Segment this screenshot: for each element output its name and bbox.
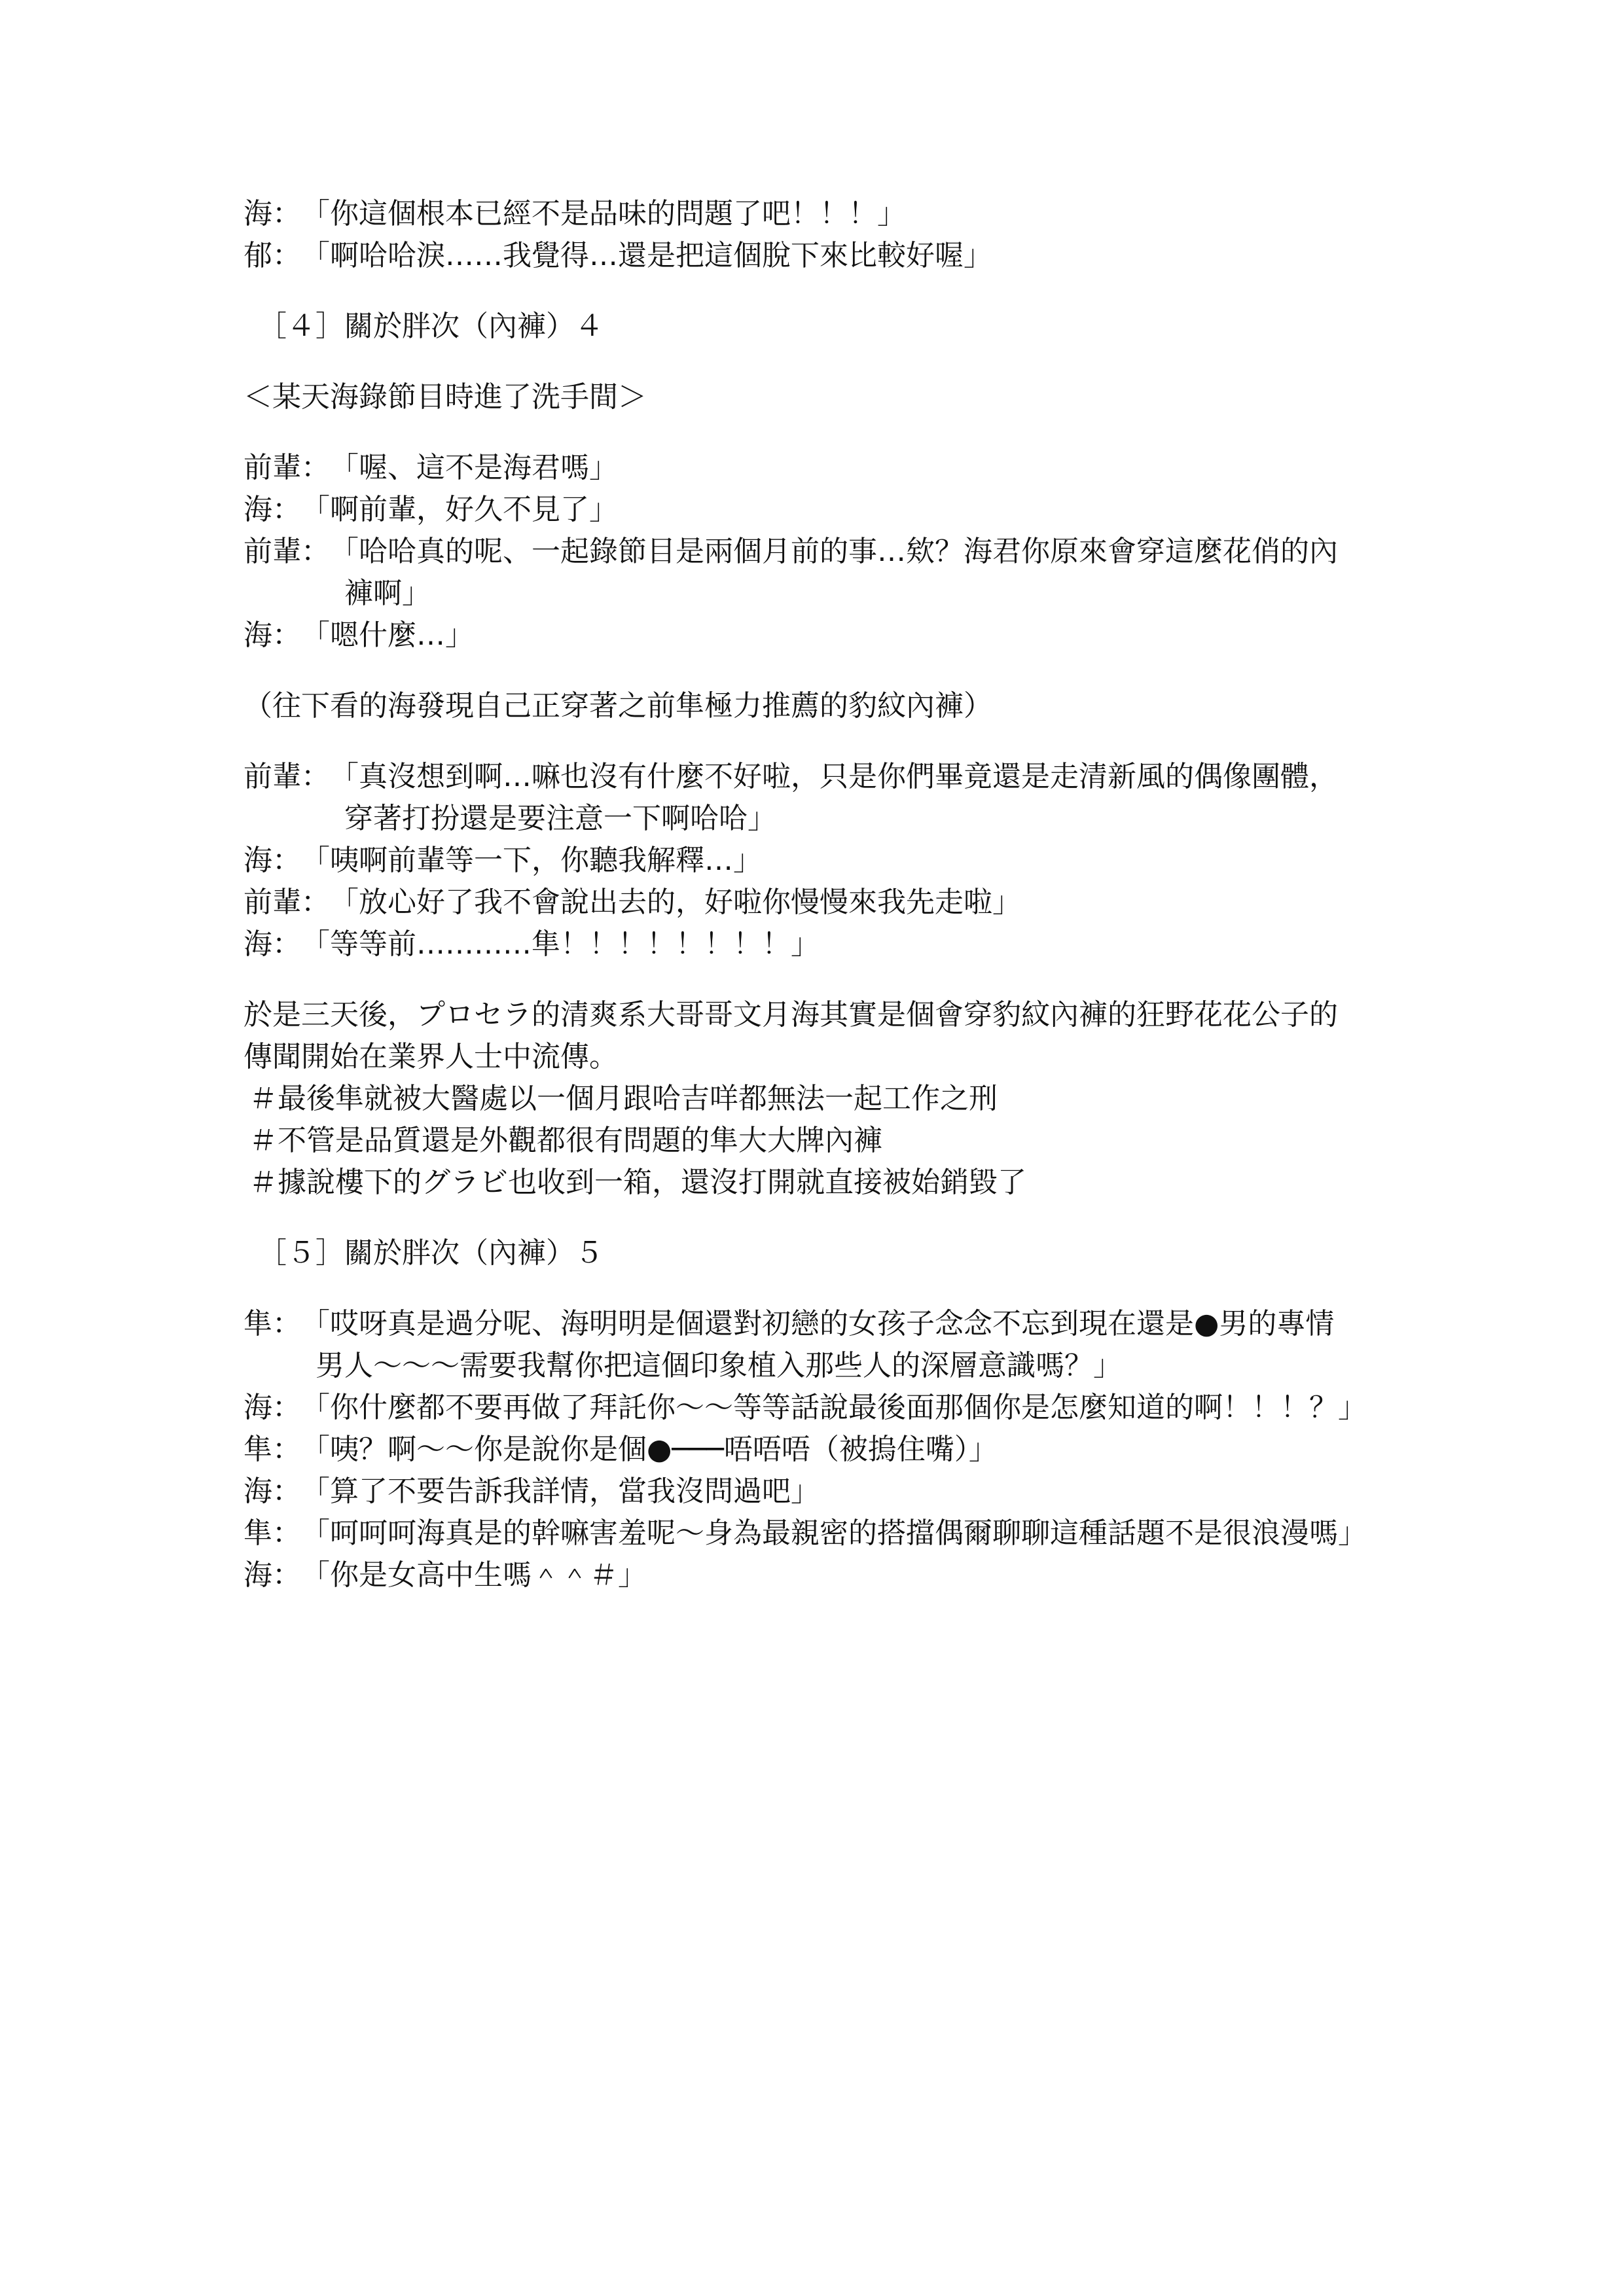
speech-text: 「咦？啊～～你是說你是個●───唔唔唔（被摀住嘴）」	[301, 1433, 998, 1466]
spacer	[244, 348, 1396, 376]
speech-text: 「啊哈哈淚……我覺得…還是把這個脫下來比較好喔」	[301, 239, 992, 272]
speaker-name: 海：	[244, 927, 301, 961]
conclusion-paragraph-line: 傳聞開始在業界人士中流傳。	[244, 1040, 618, 1073]
spacer	[244, 965, 1396, 994]
dialog-line	[244, 615, 1396, 656]
speaker-name: 隼：	[244, 1516, 301, 1550]
speaker-name: 海：	[244, 1475, 301, 1508]
dialog-line	[244, 531, 1396, 615]
speech-block	[330, 531, 1338, 615]
speech-text: 「呵呵呵海真是的幹嘛害羞呢～身為最親密的搭擋偶爾聊聊這種話題不是很浪漫嗎」	[301, 1516, 1367, 1550]
speaker-name: 郁：	[244, 239, 301, 272]
speech-text: 「啊前輩，好久不見了」	[301, 493, 618, 526]
dialog-line	[244, 924, 1396, 965]
section-heading-4: ［４］關於胖次（內褲）４	[258, 310, 604, 343]
dialog-line	[244, 489, 1396, 531]
speech-block	[330, 756, 1338, 840]
speaker-name: 海：	[244, 1391, 301, 1424]
speech-text: 「真沒想到啊…嘛也沒有什麼不好啦，只是你們畢竟還是走清新風的偶像團體，	[330, 760, 1338, 793]
speaker-name: 前輩：	[244, 451, 330, 484]
speech-continuation: 男人～～～需要我幫你把這個印象植入那些人的深層意識嗎？」	[316, 1349, 1122, 1382]
document-page	[244, 193, 1396, 1596]
hashtag-line: ＃據說樓下的グラビ也收到一箱，還沒打開就直接被始銷毀了	[249, 1166, 1026, 1199]
spacer	[244, 1274, 1396, 1303]
dialog-line	[244, 756, 1396, 840]
section-heading-5: ［５］關於胖次（內褲）５	[258, 1236, 604, 1270]
speaker-name: 海：	[244, 844, 301, 877]
aside-note: （往下看的海發現自己正穿著之前隼極力推薦的豹紋內褲）	[244, 689, 992, 723]
speech-continuation: 穿著打扮還是要注意一下啊哈哈」	[344, 802, 776, 835]
speaker-name: 前輩：	[244, 760, 330, 793]
speech-text: 「嗯什麼…」	[301, 619, 474, 652]
spacer	[244, 727, 1396, 756]
dialog-line	[244, 1387, 1396, 1429]
speaker-name: 海：	[244, 493, 301, 526]
speech-text: 「等等前…………隼！！！！！！！！」	[301, 927, 820, 961]
speech-text: 「你什麼都不要再做了拜託你～～等等話說最後面那個你是怎麼知道的啊！！！？」	[301, 1391, 1367, 1424]
speaker-name: 隼：	[244, 1433, 301, 1466]
spacer	[244, 277, 1396, 306]
speech-text: 「算了不要告訴我詳情，當我沒問過吧」	[301, 1475, 820, 1508]
speech-block	[301, 1303, 1334, 1387]
spacer	[244, 656, 1396, 685]
dialog-line	[244, 1554, 1396, 1596]
spacer	[244, 418, 1396, 447]
dialog-line	[244, 1303, 1396, 1387]
speech-continuation: 褲啊」	[344, 577, 431, 610]
spacer	[244, 1204, 1396, 1232]
speech-text: 「放心好了我不會說出去的，好啦你慢慢來我先走啦」	[330, 886, 1021, 919]
dialog-line	[244, 882, 1396, 924]
dialog-line	[244, 235, 1396, 277]
speaker-name: 海：	[244, 1558, 301, 1592]
speaker-name: 前輩：	[244, 886, 330, 919]
speech-text: 「你這個根本已經不是品味的問題了吧！！！」	[301, 197, 906, 230]
conclusion-paragraph-line: 於是三天後，プロセラ的清爽系大哥哥文月海其實是個會穿豹紋內褲的狂野花花公子的	[244, 998, 1338, 1031]
dialog-line	[244, 447, 1396, 489]
scene-note: ＜某天海錄節目時進了洗手間＞	[244, 380, 647, 414]
dialog-line	[244, 1471, 1396, 1513]
speaker-name: 海：	[244, 619, 301, 652]
speech-text: 「哎呀真是過分呢、海明明是個還對初戀的女孩子念念不忘到現在還是●男的專情	[301, 1307, 1335, 1340]
speech-text: 「你是女高中生嗎＾＾＃」	[301, 1558, 647, 1592]
speaker-name: 海：	[244, 197, 301, 230]
dialog-line	[244, 193, 1396, 235]
dialog-line	[244, 840, 1396, 882]
hashtag-line: ＃不管是品質還是外觀都很有問題的隼大大牌內褲	[249, 1124, 882, 1157]
speaker-name: 隼：	[244, 1307, 301, 1340]
speech-text: 「喔、這不是海君嗎」	[330, 451, 618, 484]
speech-text: 「哈哈真的呢、一起錄節目是兩個月前的事…欸？海君你原來會穿這麼花俏的內	[330, 535, 1338, 568]
speech-text: 「咦啊前輩等一下，你聽我解釋…」	[301, 844, 762, 877]
speaker-name: 前輩：	[244, 535, 330, 568]
hashtag-line: ＃最後隼就被大醫處以一個月跟哈吉咩都無法一起工作之刑	[249, 1082, 998, 1115]
dialog-line	[244, 1513, 1396, 1554]
dialog-line	[244, 1429, 1396, 1471]
